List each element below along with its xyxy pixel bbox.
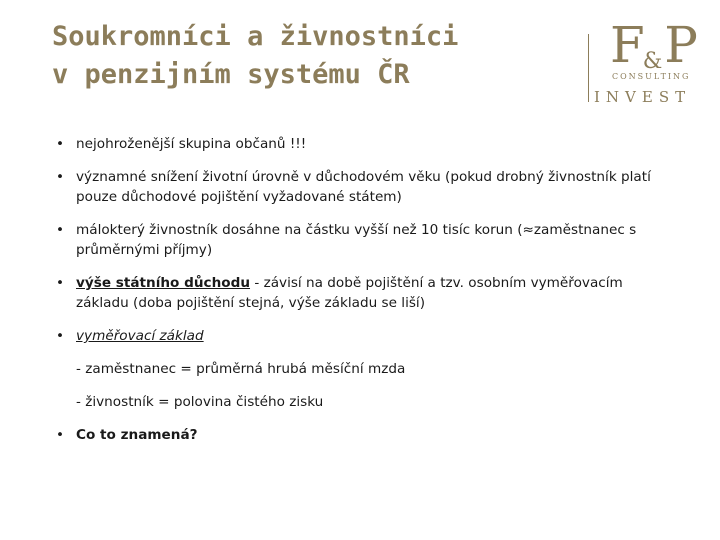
bullet-text: nejohroženější skupina občanů !!! — [76, 136, 307, 152]
bullet-dot: • — [56, 328, 65, 344]
slide-title — [52, 18, 458, 94]
logo-monogram-p: P — [664, 16, 694, 74]
bullet-text: - závisí na době pojištění a tzv. osobním vyměřovacím základu (doba pojištění stejná, výše základu se liší) — [76, 275, 623, 311]
bullet-dot: • — [56, 427, 65, 443]
bullet-dot: • — [56, 222, 65, 238]
bullet-text: Co to znamená? — [76, 427, 198, 443]
bullet-dot: • — [56, 169, 65, 185]
sub-item: - zaměstnanec = průměrná hrubá měsíční mzda — [76, 361, 406, 377]
fp-consulting-invest-logo — [588, 18, 702, 108]
logo-monogram-f: F — [610, 16, 641, 74]
bullet-emphasis: výše státního důchodu — [76, 275, 251, 291]
bullet-text: významné snížení životní úrovně v důchodovém věku (pokud drobný živnostník platí pouze důchodové pojištění vyžadované státem) — [76, 169, 651, 205]
bullet-item — [56, 273, 676, 313]
bullet-dot: • — [56, 136, 65, 152]
title-line-2: v penzijním systému ČR — [52, 59, 410, 90]
logo-divider — [588, 34, 589, 102]
logo-monogram-ampersand: & — [642, 49, 663, 74]
logo-invest-text: INVEST — [594, 88, 692, 106]
bullet-item — [56, 220, 676, 260]
bullet-item — [56, 326, 676, 346]
bullet-item — [56, 134, 676, 154]
bullet-item — [56, 425, 676, 445]
bullet-list — [56, 134, 676, 458]
bullet-text: málokterý živnostník dosáhne na částku vyšší než 10 tisíc korun (≈zaměstnanec s průměrnými příjmy) — [76, 222, 637, 258]
sub-item: - živnostník = polovina čistého zisku — [76, 394, 324, 410]
logo-consulting-text: CONSULTING — [612, 72, 691, 81]
bullet-text: vyměřovací základ — [76, 328, 204, 344]
bullet-item — [56, 167, 676, 207]
bullet-dot: • — [56, 275, 65, 291]
title-line-1: Soukromníci a živnostníci — [52, 21, 459, 52]
